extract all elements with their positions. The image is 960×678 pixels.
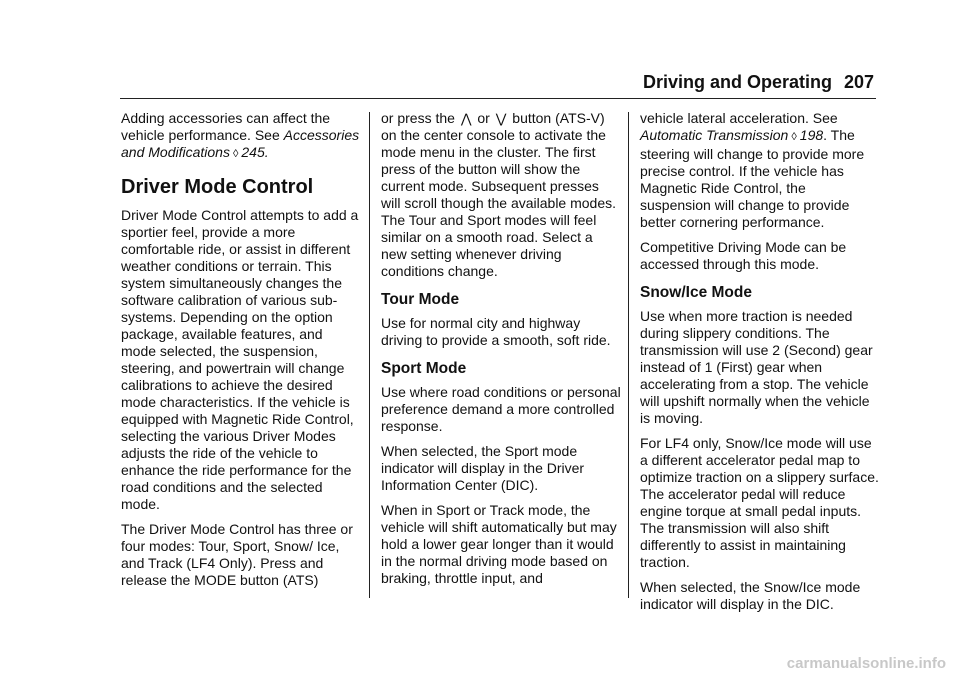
paragraph: or press the ⋀ or ⋁ button (ATS-V) on the center console to activate the mode menu in the cluster. The first press of the button will show the current mode. Subsequent presses will scroll though the available modes. The Tour and Sport modes will feel similar on a smooth road. Select a new setting whenever driving conditions change. bbox=[381, 110, 617, 279]
header-rule bbox=[120, 98, 876, 99]
column-1 bbox=[121, 110, 361, 597]
column-divider bbox=[628, 112, 629, 598]
subheading-tour: Tour Mode bbox=[381, 291, 460, 308]
section-heading: Driver Mode Control bbox=[121, 176, 314, 198]
chevron-down-icon: ⋁ bbox=[495, 111, 507, 126]
subheading-snow-ice: Snow/Ice Mode bbox=[640, 284, 752, 301]
chevron-up-icon: ⋀ bbox=[460, 111, 472, 126]
page-header bbox=[0, 70, 960, 100]
paragraph: Competitive Driving Mode can be accessed through this mode. bbox=[640, 239, 847, 272]
column-divider bbox=[369, 112, 370, 598]
page-ref[interactable]: 245 bbox=[241, 144, 265, 160]
paragraph: Driver Mode Control attempts to add a sportier feel, provide a more comfortable ride, or assist in different weather conditions or terrain. This system simultaneously changes the software calibration of various sub-systems. Depending on the option package, available features, and mode selected, the suspension, steering, and powertrain will change calibrations to achieve the desired mode characteristics. If the vehicle is equipped with Magnetic Ride Control, selecting the various Driver Modes adjusts the ride of the vehicle to enhance the ride performance for the road conditions and the selected mode. bbox=[121, 207, 359, 512]
intro-paragraph: Adding accessories can affect the vehicle performance. See Accessories and Modifications ◊ 245. bbox=[121, 110, 360, 160]
automatic-transmission-link[interactable]: Automatic Transmission bbox=[640, 127, 789, 143]
page-ref[interactable]: 198 bbox=[799, 127, 824, 143]
section-title: Driving and Operating bbox=[642, 72, 832, 92]
subheading-sport: Sport Mode bbox=[381, 360, 467, 377]
page-number: 207 bbox=[843, 72, 874, 92]
column-2 bbox=[381, 110, 621, 595]
accessories-link[interactable]: Accessories and Modifications bbox=[121, 127, 360, 160]
paragraph: Use when more traction is needed during slippery conditions. The transmission will use 2 (Second) gear instead of 1 (First) gear when accelerating from a stop. The vehicle will upshift normally when the vehicle is moving. bbox=[640, 308, 873, 426]
paragraph: For LF4 only, Snow/Ice mode will use a different accelerator pedal map to optimize traction on a slippery surface. The accelerator pedal will reduce engine torque at small pedal inputs. The transmission will also shift differently to assist in maintaining traction. bbox=[640, 435, 879, 570]
paragraph: When in Sport or Track mode, the vehicle will shift automatically but may hold a lower gear longer than it would in the normal driving mode based on braking, throttle input, and bbox=[381, 502, 617, 586]
paragraph: When selected, the Snow/Ice mode indicator will display in the DIC. bbox=[640, 579, 861, 612]
reference-arrow-icon: ◊ bbox=[791, 131, 797, 143]
reference-arrow-icon: ◊ bbox=[232, 148, 239, 160]
paragraph: Use for normal city and highway driving to provide a smooth, soft ride. bbox=[381, 315, 611, 348]
paragraph: The Driver Mode Control has three or four modes: Tour, Sport, Snow/ Ice, and Track (LF4 Only). Press and release the MODE button (ATS) bbox=[121, 521, 353, 588]
column-3 bbox=[640, 110, 880, 621]
paragraph: Use where road conditions or personal preference demand a more controlled response. bbox=[381, 384, 621, 434]
paragraph: vehicle lateral acceleration. See Automatic Transmission ◊ 198. The steering will change to provide more precise control. If the vehicle has Magnetic Ride Control, the suspension will change to provide better cornering performance. bbox=[640, 110, 865, 230]
watermark: carmanualsonline.info bbox=[786, 655, 946, 672]
paragraph: When selected, the Sport mode indicator will display in the Driver Information Center (DIC). bbox=[381, 443, 585, 493]
